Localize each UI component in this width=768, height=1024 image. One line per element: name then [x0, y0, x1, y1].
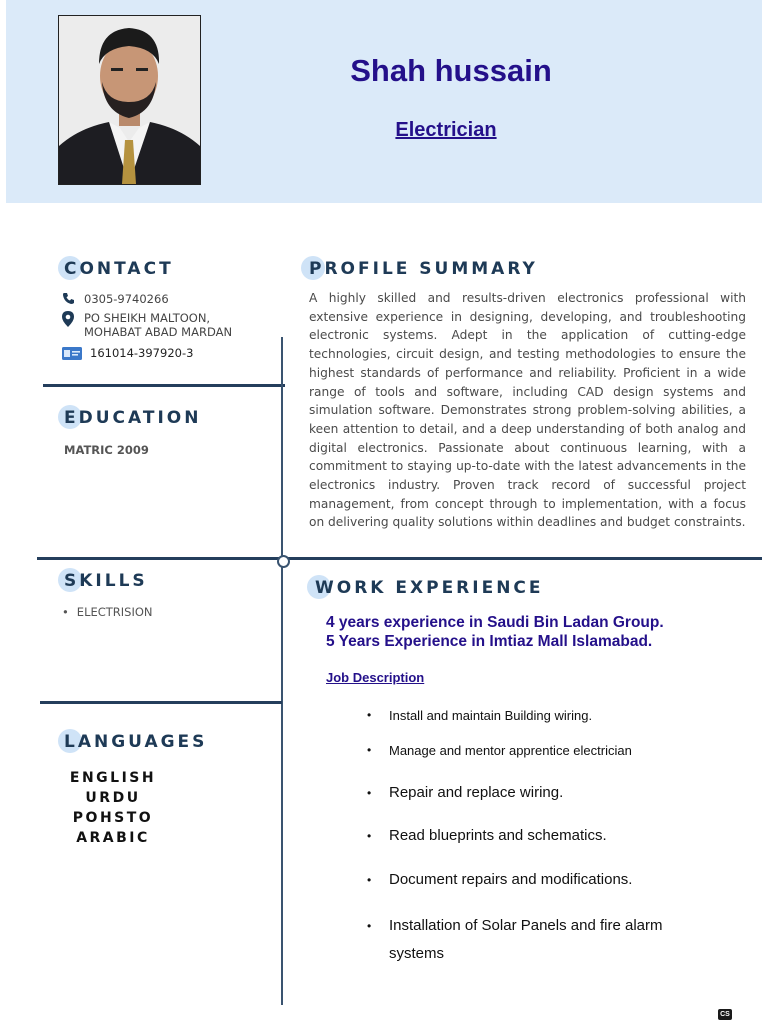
bullet-icon: • — [367, 829, 372, 843]
divider-junction — [277, 555, 290, 568]
bullet-icon: • — [367, 743, 372, 757]
location-pin-icon — [62, 311, 84, 330]
bullet-icon: • — [367, 919, 372, 933]
profile-summary-heading: PROFILE SUMMARY — [309, 259, 538, 279]
contact-heading: CONTACT — [64, 259, 174, 279]
contact-address — [62, 311, 232, 339]
education-heading: EDUCATION — [64, 408, 201, 428]
contact-id — [62, 346, 193, 363]
badge-label: CS — [720, 1011, 730, 1018]
education-item: MATRIC 2009 — [64, 443, 149, 457]
scanner-badge — [718, 1009, 732, 1020]
header-banner — [6, 0, 762, 203]
divider-contact — [43, 384, 285, 387]
job-description-label: Job Description — [326, 670, 425, 685]
contact-phone — [62, 292, 169, 308]
divider-middle — [37, 557, 762, 560]
work-experience-heading: WORK EXPERIENCE — [315, 578, 544, 598]
skills-heading: SKILLS — [64, 571, 148, 591]
job-title: Electrician — [395, 119, 497, 141]
bullet-icon: • — [62, 605, 69, 619]
profile-summary-text: A highly skilled and results-driven electronics professional with extensive experience in designing, developing, and troubleshooting electronic systems. Adept in the application of cutting-edge technologies, circuit design, and testing methodologies to ensure the highest standards of performance and reliability. Proficient in a wide range of tools and software, including CAD design systems and simulation software. Demonstrates strong problem-solving abilities, a keen attention to detail, and a deep understanding of both analog and digital electronics. Passionate about continuous learning, with a commitment to staying up-to-date with the latest advancements in the electronics industry. Proven track record of successful project management, from concept through to implementation, with a focus on delivering quality solutions within deadlines and budget constraints. — [309, 291, 746, 530]
bullet-icon: • — [367, 708, 372, 722]
language-item: URDU — [85, 790, 141, 806]
bullet-icon: • — [367, 786, 372, 800]
experience-item: 5 Years Experience in Imtiaz Mall Islamabad. — [326, 633, 653, 650]
skill-item: • ELECTRISION — [62, 605, 153, 619]
divider-skills — [40, 701, 282, 704]
vertical-divider — [281, 337, 283, 1005]
phone-icon — [62, 292, 84, 308]
person-portrait-icon — [59, 16, 200, 184]
candidate-name: Shah hussain — [350, 53, 552, 88]
id-number: 161014-397920-3 — [90, 346, 194, 360]
language-item: POHSTO — [72, 810, 154, 826]
address-line-1: PO SHEIKH MALTOON, — [84, 311, 211, 325]
phone-number: 0305-9740266 — [84, 292, 169, 306]
address-line-2: MOHABAT ABAD MARDAN — [84, 325, 233, 339]
profile-photo — [58, 15, 201, 185]
language-item: ARABIC — [76, 830, 150, 846]
language-item: ENGLISH — [69, 770, 157, 786]
bullet-icon: • — [367, 873, 372, 887]
id-card-icon — [62, 346, 90, 363]
experience-item: 4 years experience in Saudi Bin Ladan Group. — [326, 614, 664, 631]
languages-heading: LANGUAGES — [64, 732, 207, 752]
